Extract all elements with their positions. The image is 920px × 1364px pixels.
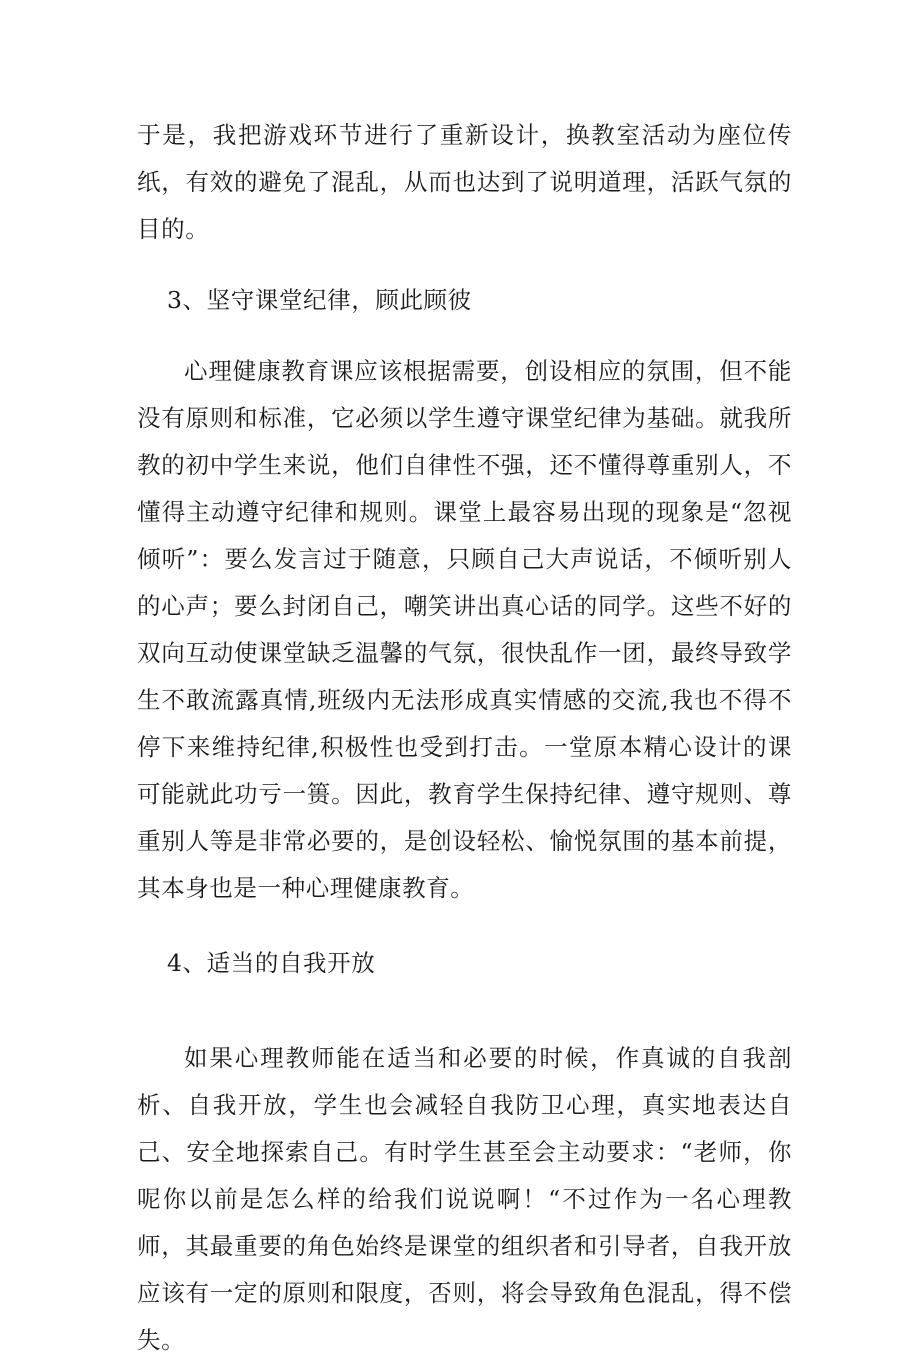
- paragraph-game-redesign: 于是，我把游戏环节进行了重新设计，换教室活动为座位传纸，有效的避免了混乱，从而也达到了说明道理，活跃气氛的目的。: [137, 121, 792, 243]
- paragraph-classroom-discipline: 心理健康教育课应该根据需要，创设相应的氛围，但不能没有原则和标准，它必须以学生遵守课堂纪律为基础。就我所教的初中学生来说，他们自律性不强，还不懂得尊重别人，不懂得主动遵守纪律和规则。课堂上最容易出现的现象是“忽视倾听”：要么发言过于随意，只顾自己大声说话，不倾听别人的心声；要么封闭自己，嘲笑讲出真心话的同学。这些不好的双向互动使课堂缺乏温馨的气氛，很快乱作一团，最终导致学生不敢流露真情,班级内无法形成真实情感的交流,我也不得不停下来维持纪律,积极性也受到打击。一堂原本精心设计的课可能就此功亏一篑。因此，教育学生保持纪律、遵守规则、尊重别人等是非常必要的，是创设轻松、愉悦氛围的基本前提，其本身也是一种心理健康教育。: [137, 357, 792, 902]
- document-body: [137, 112, 792, 1364]
- heading-section-4: 4、适当的自我开放: [167, 949, 376, 977]
- paragraph-self-disclosure: 如果心理教师能在适当和必要的时候，作真诚的自我剖析、自我开放，学生也会减轻自我防卫心理，真实地表达自己、安全地探索自己。有时学生甚至会主动要求：“老师，你呢你以前是怎么样的给我们说说啊！“不过作为一名心理教师，其最重要的角色始终是课堂的组织者和引导者，自我开放应该有一定的原则和限度，否则，将会导致角色混乱，得不偿失。: [137, 1044, 792, 1354]
- heading-section-3: 3、坚守课堂纪律，顾此顾彼: [167, 286, 472, 314]
